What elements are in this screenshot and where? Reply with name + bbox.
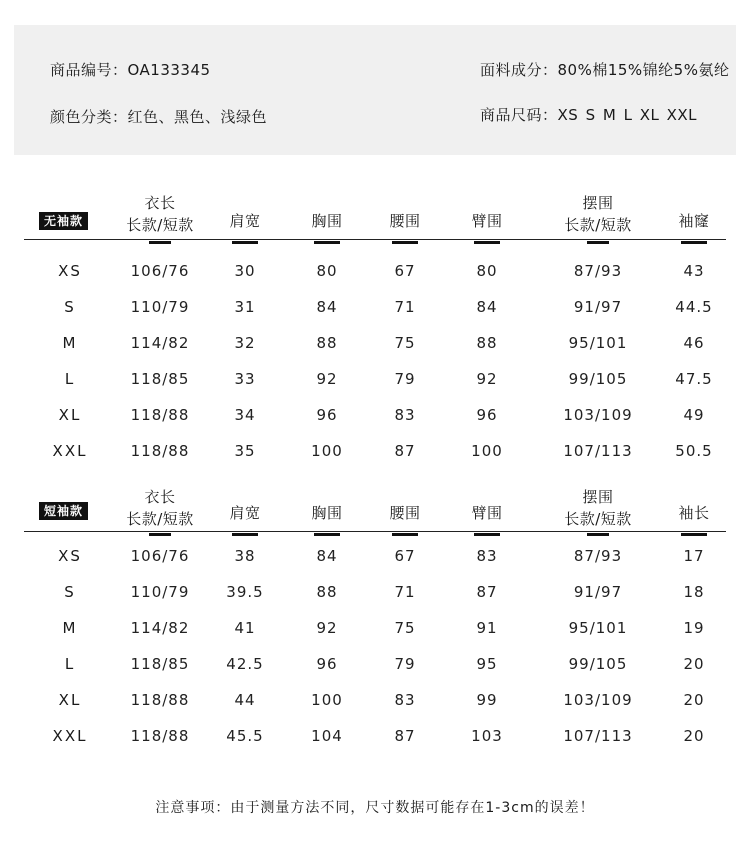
table-badge: 短袖款 xyxy=(39,502,88,520)
header-tick xyxy=(681,533,707,536)
table-cell: 100 xyxy=(311,691,343,709)
table-cell: 44.5 xyxy=(675,298,713,316)
column-header-line: 腰围 xyxy=(389,212,421,230)
table-cell: 80 xyxy=(476,262,498,280)
size-label: L xyxy=(64,655,76,673)
column-header xyxy=(229,502,260,524)
size-label: M xyxy=(62,334,78,352)
table-cell: 32 xyxy=(234,334,256,352)
header-tick xyxy=(232,533,258,536)
column-header-line: 长款/短款 xyxy=(126,216,194,234)
column-header-line: 臂围 xyxy=(471,212,503,230)
table-cell: 91/97 xyxy=(573,298,623,316)
column-header-line: 衣长 xyxy=(144,488,176,506)
column-header-line: 长款/短款 xyxy=(126,510,194,528)
table-cell: 75 xyxy=(394,619,416,637)
table-cell: 18 xyxy=(683,583,705,601)
table-cell: 33 xyxy=(234,370,256,388)
column-header xyxy=(678,502,709,524)
column-header-line: 长款/短款 xyxy=(564,510,632,528)
table-cell: 88 xyxy=(316,334,338,352)
column-header xyxy=(471,502,502,524)
table-cell: 42.5 xyxy=(226,655,264,673)
table-cell: 87/93 xyxy=(573,262,623,280)
table-cell: 118/88 xyxy=(130,442,190,460)
table-cell: 110/79 xyxy=(130,298,190,316)
size-label: XXL xyxy=(52,727,88,745)
table-cell: 17 xyxy=(683,547,705,565)
table-cell: 44 xyxy=(234,691,256,709)
table-cell: 75 xyxy=(394,334,416,352)
table-badge: 无袖款 xyxy=(39,212,88,230)
table-cell: 41 xyxy=(234,619,256,637)
size-label: XS xyxy=(58,547,82,565)
table-cell: 50.5 xyxy=(675,442,713,460)
table-cell: 99 xyxy=(476,691,498,709)
size-label: L xyxy=(64,370,76,388)
size-options: 商品尺码：XS S M L XL XXL xyxy=(480,106,698,124)
column-header xyxy=(564,486,632,530)
table-cell: 88 xyxy=(476,334,498,352)
table-cell: 31 xyxy=(234,298,256,316)
table-cell: 46 xyxy=(683,334,705,352)
table-cell: 80 xyxy=(316,262,338,280)
column-header-line: 袖窿 xyxy=(678,212,710,230)
table-cell: 87/93 xyxy=(573,547,623,565)
table-cell: 96 xyxy=(476,406,498,424)
table-cell: 96 xyxy=(316,655,338,673)
table-cell: 95/101 xyxy=(568,619,628,637)
table-cell: 79 xyxy=(394,370,416,388)
table-cell: 67 xyxy=(394,262,416,280)
column-header-line: 长款/短款 xyxy=(564,216,632,234)
column-header-line: 肩宽 xyxy=(229,212,261,230)
column-header-line: 臂围 xyxy=(471,504,503,522)
product-code: 商品编号：OA133345 xyxy=(50,61,211,79)
table-cell: 103/109 xyxy=(563,691,633,709)
column-header-line: 胸围 xyxy=(311,504,343,522)
table-cell: 83 xyxy=(476,547,498,565)
table-cell: 114/82 xyxy=(130,619,190,637)
size-label: S xyxy=(64,583,76,601)
table-cell: 99/105 xyxy=(568,370,628,388)
table-cell: 35 xyxy=(234,442,256,460)
column-header-line: 腰围 xyxy=(389,504,421,522)
table-cell: 79 xyxy=(394,655,416,673)
table-cell: 30 xyxy=(234,262,256,280)
column-header-line: 衣长 xyxy=(144,194,176,212)
table-cell: 84 xyxy=(316,547,338,565)
header-tick xyxy=(587,533,609,536)
table-cell: 87 xyxy=(476,583,498,601)
table-cell: 88 xyxy=(316,583,338,601)
table-cell: 118/88 xyxy=(130,406,190,424)
table-cell: 20 xyxy=(683,727,705,745)
table-cell: 45.5 xyxy=(226,727,264,745)
table-cell: 100 xyxy=(311,442,343,460)
table-cell: 43 xyxy=(683,262,705,280)
table-cell: 99/105 xyxy=(568,655,628,673)
table-cell: 91/97 xyxy=(573,583,623,601)
table-cell: 118/88 xyxy=(130,691,190,709)
table-cell: 107/113 xyxy=(563,442,633,460)
table-cell: 118/85 xyxy=(130,655,190,673)
column-header-line: 摆围 xyxy=(582,488,614,506)
size-label: XL xyxy=(58,691,82,709)
table-cell: 20 xyxy=(683,691,705,709)
table-cell: 118/88 xyxy=(130,727,190,745)
column-header-line: 袖长 xyxy=(678,504,710,522)
table-cell: 114/82 xyxy=(130,334,190,352)
table-cell: 67 xyxy=(394,547,416,565)
table-cell: 83 xyxy=(394,691,416,709)
table-cell: 118/85 xyxy=(130,370,190,388)
table-cell: 91 xyxy=(476,619,498,637)
table-cell: 87 xyxy=(394,727,416,745)
table-cell: 84 xyxy=(476,298,498,316)
table-cell: 104 xyxy=(311,727,343,745)
color-options: 颜色分类：红色、黑色、浅绿色 xyxy=(50,108,268,126)
table-cell: 49 xyxy=(683,406,705,424)
size-label: M xyxy=(62,619,78,637)
size-label: XXL xyxy=(52,442,88,460)
table-cell: 19 xyxy=(683,619,705,637)
size-label: XS xyxy=(58,262,82,280)
table-cell: 92 xyxy=(476,370,498,388)
header-rule xyxy=(24,531,726,532)
table-cell: 38 xyxy=(234,547,256,565)
table-cell: 107/113 xyxy=(563,727,633,745)
measurement-note: 注意事项：由于测量方法不同，尺寸数据可能存在1-3cm的误差！ xyxy=(155,800,595,816)
table-cell: 84 xyxy=(316,298,338,316)
table-cell: 106/76 xyxy=(130,547,190,565)
column-header xyxy=(389,502,420,524)
table-cell: 34 xyxy=(234,406,256,424)
table-cell: 100 xyxy=(471,442,503,460)
table-cell: 106/76 xyxy=(130,262,190,280)
column-header-line: 摆围 xyxy=(582,194,614,212)
header-tick xyxy=(314,533,340,536)
table-cell: 92 xyxy=(316,619,338,637)
table-cell: 103 xyxy=(471,727,503,745)
header-tick xyxy=(149,533,171,536)
column-header-line: 胸围 xyxy=(311,212,343,230)
fabric-composition: 面料成分：80%棉15%锦纶5%氨纶 xyxy=(480,61,730,79)
table-cell: 103/109 xyxy=(563,406,633,424)
table-cell: 96 xyxy=(316,406,338,424)
table-cell: 95/101 xyxy=(568,334,628,352)
table-cell: 47.5 xyxy=(675,370,713,388)
table-cell: 83 xyxy=(394,406,416,424)
column-header xyxy=(126,486,194,530)
table-cell: 110/79 xyxy=(130,583,190,601)
table-cell: 71 xyxy=(394,583,416,601)
table-cell: 71 xyxy=(394,298,416,316)
size-label: S xyxy=(64,298,76,316)
table-cell: 92 xyxy=(316,370,338,388)
header-tick xyxy=(392,533,418,536)
table-cell: 95 xyxy=(476,655,498,673)
table-cell: 39.5 xyxy=(226,583,264,601)
table-cell: 87 xyxy=(394,442,416,460)
size-label: XL xyxy=(58,406,82,424)
table-cell: 20 xyxy=(683,655,705,673)
column-header xyxy=(311,502,342,524)
column-header-line: 肩宽 xyxy=(229,504,261,522)
header-tick xyxy=(474,533,500,536)
